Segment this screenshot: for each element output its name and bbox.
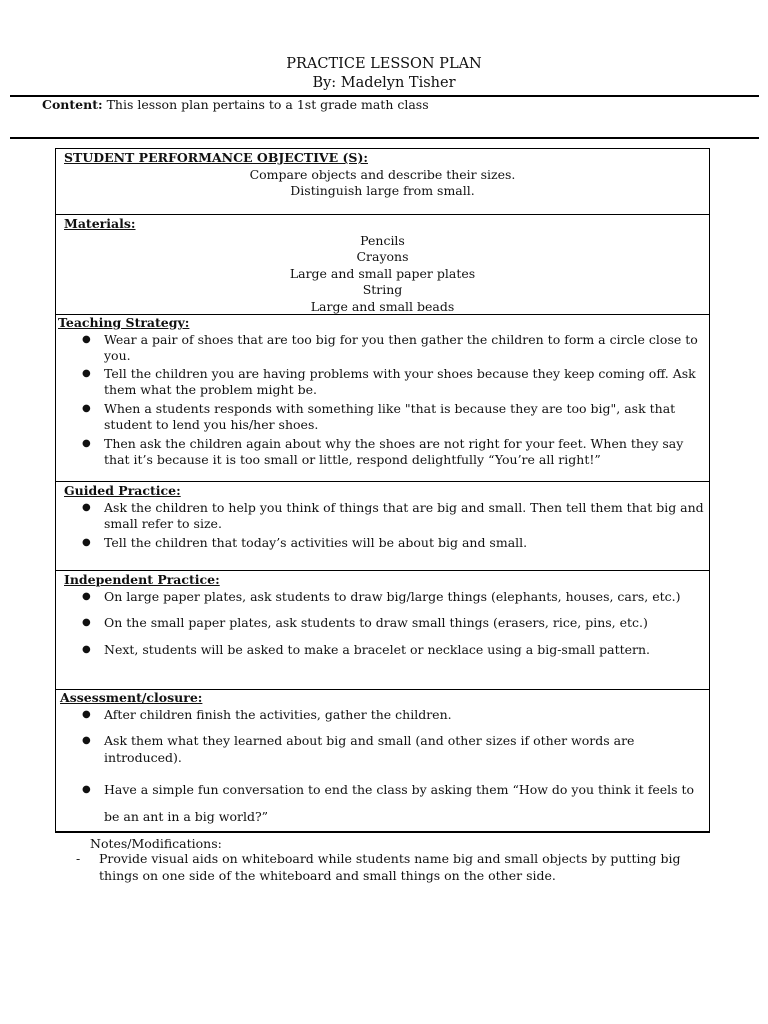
bullet-icon: ● (82, 643, 91, 655)
bullet-icon: ● (82, 367, 91, 379)
independent-practice-section (56, 571, 709, 690)
header-divider-bottom (10, 137, 759, 139)
document-author: By: Madelyn Tisher (312, 75, 456, 91)
list-item: ● On large paper plates, ask students to draw big/large things (elephants, houses, cars, etc.) (82, 588, 681, 604)
content-text: This lesson plan pertains to a 1st grade math class (106, 97, 429, 112)
assessment-heading: Assessment/closure: (60, 690, 203, 705)
list-item: ● Ask them what they learned about big and small (and other sizes if other words are introduced). (82, 733, 635, 765)
dash-icon: - (76, 851, 81, 866)
content-description (42, 97, 429, 113)
lesson-plan-table (55, 148, 710, 833)
list-item: ● Then ask the children again about why the shoes are not right for your feet. When they say that it’s because it is too small or little, respond delightfully “You’re all right!” (82, 435, 684, 467)
list-item: ● When a students responds with something like "that is because they are too big", ask that student to lend you his/her shoes. (82, 400, 676, 432)
list-item: ● On the small paper plates, ask students to draw small things (erasers, rice, pins, etc.) (82, 615, 648, 630)
list-item: ● Next, students will be asked to make a bracelet or necklace using a big-small pattern. (82, 641, 651, 657)
bullet-icon: ● (82, 708, 91, 720)
material-item: String (362, 282, 403, 297)
objective-section (56, 149, 709, 215)
bullet-icon: ● (82, 617, 91, 628)
bullet-icon: ● (82, 333, 91, 345)
list-item: ● Ask the children to help you think of things that are big and small. Then tell them that big and small refer to size. (82, 499, 704, 531)
bullet-icon: ● (82, 735, 91, 746)
list-item: ● Tell the children you are having problems with your shoes because they keep coming off. Ask them what the problem might be. (82, 365, 696, 397)
objective-line: Compare objects and describe their sizes. (249, 166, 516, 182)
list-item: ● After children finish the activities, gather the children. (82, 706, 452, 722)
teaching-strategy-section (56, 315, 709, 482)
note-text: Provide visual aids on whiteboard while students name big and small objects by putting big things on one side of the whiteboard and small things on the other side. (99, 851, 681, 883)
materials-section (56, 215, 709, 315)
list-item: ● Have a simple fun conversation to end the class by asking them “How do you think it feels to be an ant in a big world?” (58, 776, 709, 830)
materials-heading: Materials: (64, 216, 136, 231)
bullet-icon: ● (82, 501, 91, 513)
bullet-icon: ● (82, 437, 91, 449)
teaching-heading: Teaching Strategy: (58, 315, 190, 330)
bullet-icon: ● (82, 784, 91, 795)
content-label: Content: (42, 97, 103, 112)
material-item: Large and small beads (310, 298, 455, 314)
independent-heading: Independent Practice: (64, 572, 220, 587)
assessment-section (56, 690, 709, 832)
bullet-icon: ● (82, 590, 91, 602)
material-item: Large and small paper plates (289, 265, 476, 281)
objective-heading: STUDENT PERFORMANCE OBJECTIVE (S): (64, 150, 368, 165)
guided-practice-section (56, 482, 709, 571)
document-title: PRACTICE LESSON PLAN (286, 56, 482, 72)
material-item: Pencils (360, 232, 405, 248)
list-item: ● Tell the children that today’s activities will be about big and small. (82, 534, 528, 550)
bullet-icon: ● (82, 536, 91, 548)
list-item: ● Wear a pair of shoes that are too big for you then gather the children to form a circle close to you. (82, 331, 698, 363)
notes-heading: Notes/Modifications: (90, 836, 222, 851)
guided-heading: Guided Practice: (64, 483, 181, 498)
document-title-block (0, 55, 768, 93)
bullet-icon: ● (82, 402, 91, 414)
note-item (76, 851, 716, 884)
objective-line: Distinguish large from small. (290, 183, 475, 198)
material-item: Crayons (356, 249, 409, 264)
